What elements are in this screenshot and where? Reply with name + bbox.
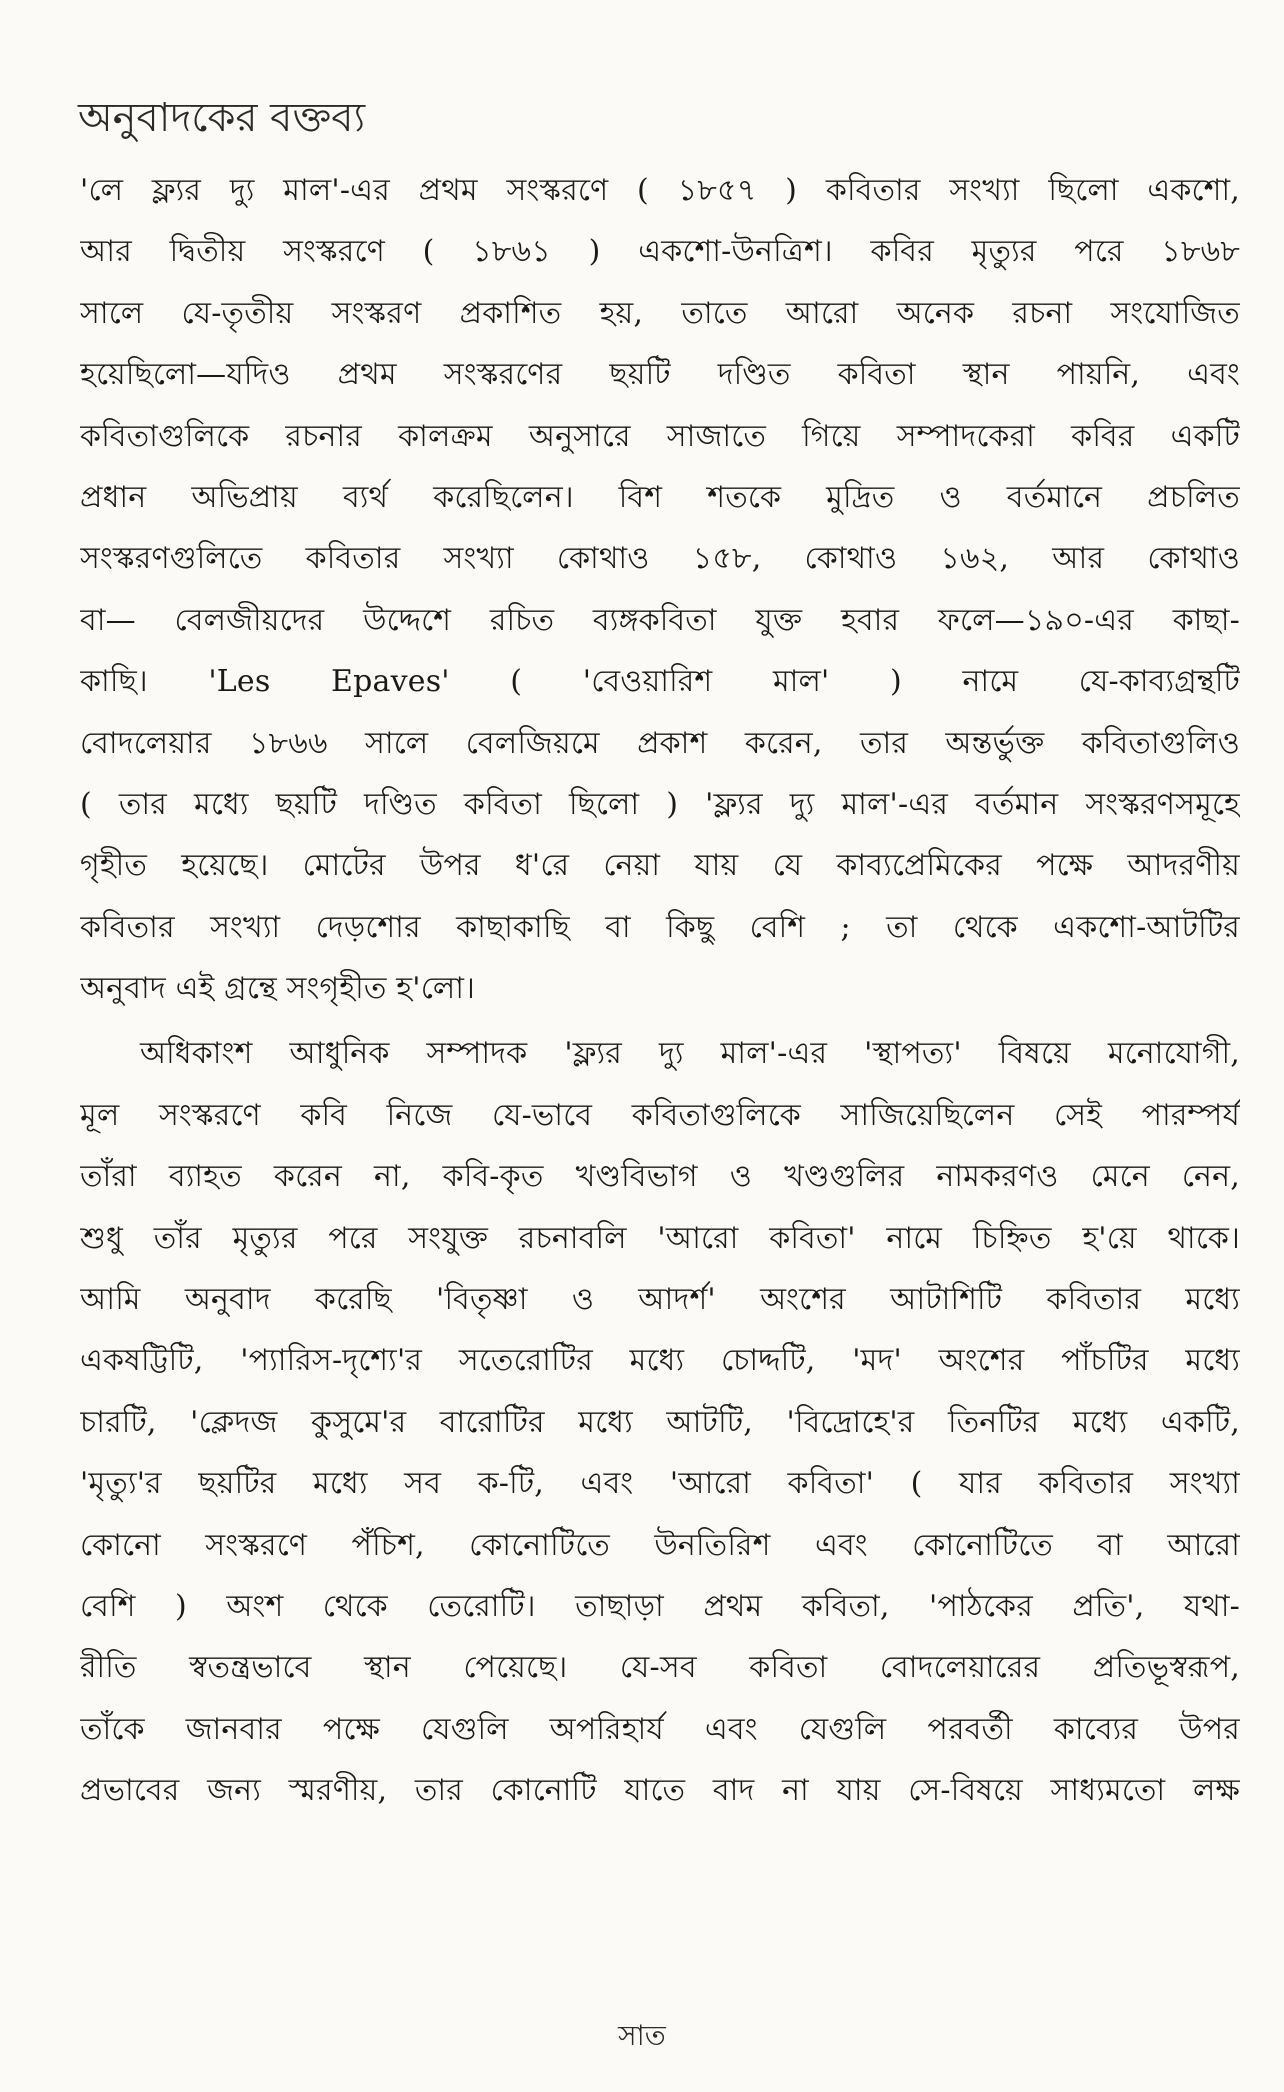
text-line: গৃহীত হয়েছে। মোটের উপর ধ'রে নেয়া যায় যে কাব্যপ্রেমিকের পক্ষে আদরণীয়	[80, 848, 1240, 884]
text-line: শুধু তাঁর মৃত্যুর পরে সংযুক্ত রচনাবলি 'আরো কবিতা' নামে চিহ্নিত হ'য়ে থাকে।	[80, 1220, 1240, 1256]
text-line: অধিকাংশ আধুনিক সম্পাদক 'ফ্ল্যর দ্যু মাল'-এর 'স্থাপত্য' বিষয়ে মনোযোগী,	[140, 1036, 1240, 1072]
text-line: ( তার মধ্যে ছয়টি দণ্ডিত কবিতা ছিলো ) 'ফ্ল্যর দ্যু মাল'-এর বর্তমান সংস্করণসমূহে	[80, 786, 1240, 822]
text-line: একষট্টিটি, 'প্যারিস-দৃশ্যে'র সতেরোটির মধ্যে চোদ্দটি, 'মদ' অংশের পাঁচটির মধ্যে	[80, 1343, 1240, 1379]
text-line: আমি অনুবাদ করেছি 'বিতৃষ্ণা ও আদর্শ' অংশের আটাশিটি কবিতার মধ্যে	[80, 1282, 1240, 1318]
text-line: হয়েছিলো—যদিও প্রথম সংস্করণের ছয়টি দণ্ডিত কবিতা স্থান পায়নি, এবং	[80, 357, 1240, 393]
text-line: মূল সংস্করণে কবি নিজে যে-ভাবে কবিতাগুলিকে সাজিয়েছিলেন সেই পারম্পর্য	[80, 1097, 1240, 1133]
text-line: কোনো সংস্করণে পঁচিশ, কোনোটিতে উনতিরিশ এবং কোনোটিতে বা আরো	[80, 1527, 1240, 1563]
text-line: চারটি, 'ক্লেদজ কুসুমে'র বারোটির মধ্যে আটটি, 'বিদ্রোহে'র তিনটির মধ্যে একটি,	[80, 1404, 1240, 1440]
text-line: 'মৃত্যু'র ছয়টির মধ্যে সব ক-টি, এবং 'আরো কবিতা' ( যার কবিতার সংখ্যা	[80, 1466, 1240, 1502]
text-line: কাছি। 'Les Epaves' ( 'বেওয়ারিশ মাল' ) নামে যে-কাব্যগ্রন্থটি	[80, 664, 1240, 700]
text-line: 'লে ফ্ল্যর দ্যু মাল'-এর প্রথম সংস্করণে ( ১৮৫৭ ) কবিতার সংখ্যা ছিলো একশো,	[80, 173, 1240, 208]
body-text	[80, 160, 1240, 1822]
text-line: রীতি স্বতন্ত্রভাবে স্থান পেয়েছে। যে-সব কবিতা বোদলেয়ারের প্রতিভূস্বরূপ,	[80, 1650, 1240, 1686]
text-line: তাঁরা ব্যাহত করেন না, কবি-কৃত খণ্ডবিভাগ ও খণ্ডগুলির নামকরণও মেনে নেন,	[80, 1159, 1240, 1195]
text-line: আর দ্বিতীয় সংস্করণে ( ১৮৬১ ) একশো-উনত্রিশ। কবির মৃত্যুর পরে ১৮৬৮	[80, 234, 1240, 270]
text-line: তাঁকে জানবার পক্ষে যেগুলি অপরিহার্য এবং যেগুলি পরবর্তী কাব্যের উপর	[80, 1711, 1240, 1747]
text-line: অনুবাদ এই গ্রন্থে সংগৃহীত হ'লো।	[80, 971, 476, 1007]
text-line: কবিতার সংখ্যা দেড়শোর কাছাকাছি বা কিছু বেশি ; তা থেকে একশো-আটটির	[80, 909, 1240, 945]
text-line: সালে যে-তৃতীয় সংস্করণ প্রকাশিত হয়, তাতে আরো অনেক রচনা সংযোজিত	[80, 295, 1240, 331]
text-line: বা— বেলজীয়দের উদ্দেশে রচিত ব্যঙ্গকবিতা যুক্ত হবার ফলে—১৯০-এর কাছা-	[80, 602, 1240, 638]
text-line: প্রভাবের জন্য স্মরণীয়, তার কোনোটি যাতে বাদ না যায় সে-বিষয়ে সাধ্যমতো লক্ষ	[80, 1773, 1240, 1809]
page-number: সাত	[618, 2019, 666, 2052]
text-line: বোদলেয়ার ১৮৬৬ সালে বেলজিয়মে প্রকাশ করেন, তার অন্তর্ভুক্ত কবিতাগুলিও	[80, 725, 1240, 761]
text-line: কবিতাগুলিকে রচনার কালক্রম অনুসারে সাজাতে গিয়ে সম্পাদকেরা কবির একটি	[80, 418, 1240, 454]
text-line: বেশি ) অংশ থেকে তেরোটি। তাছাড়া প্রথম কবিতা, 'পাঠকের প্রতি', যথা-	[80, 1588, 1240, 1624]
text-line: সংস্করণগুলিতে কবিতার সংখ্যা কোথাও ১৫৮, কোথাও ১৬২, আর কোথাও	[80, 541, 1240, 577]
section-heading: অনুবাদকের বক্তব্য	[78, 95, 366, 141]
text-line: প্রধান অভিপ্রায় ব্যর্থ করেছিলেন। বিশ শতকে মুদ্রিত ও বর্তমানে প্রচলিত	[80, 479, 1240, 515]
